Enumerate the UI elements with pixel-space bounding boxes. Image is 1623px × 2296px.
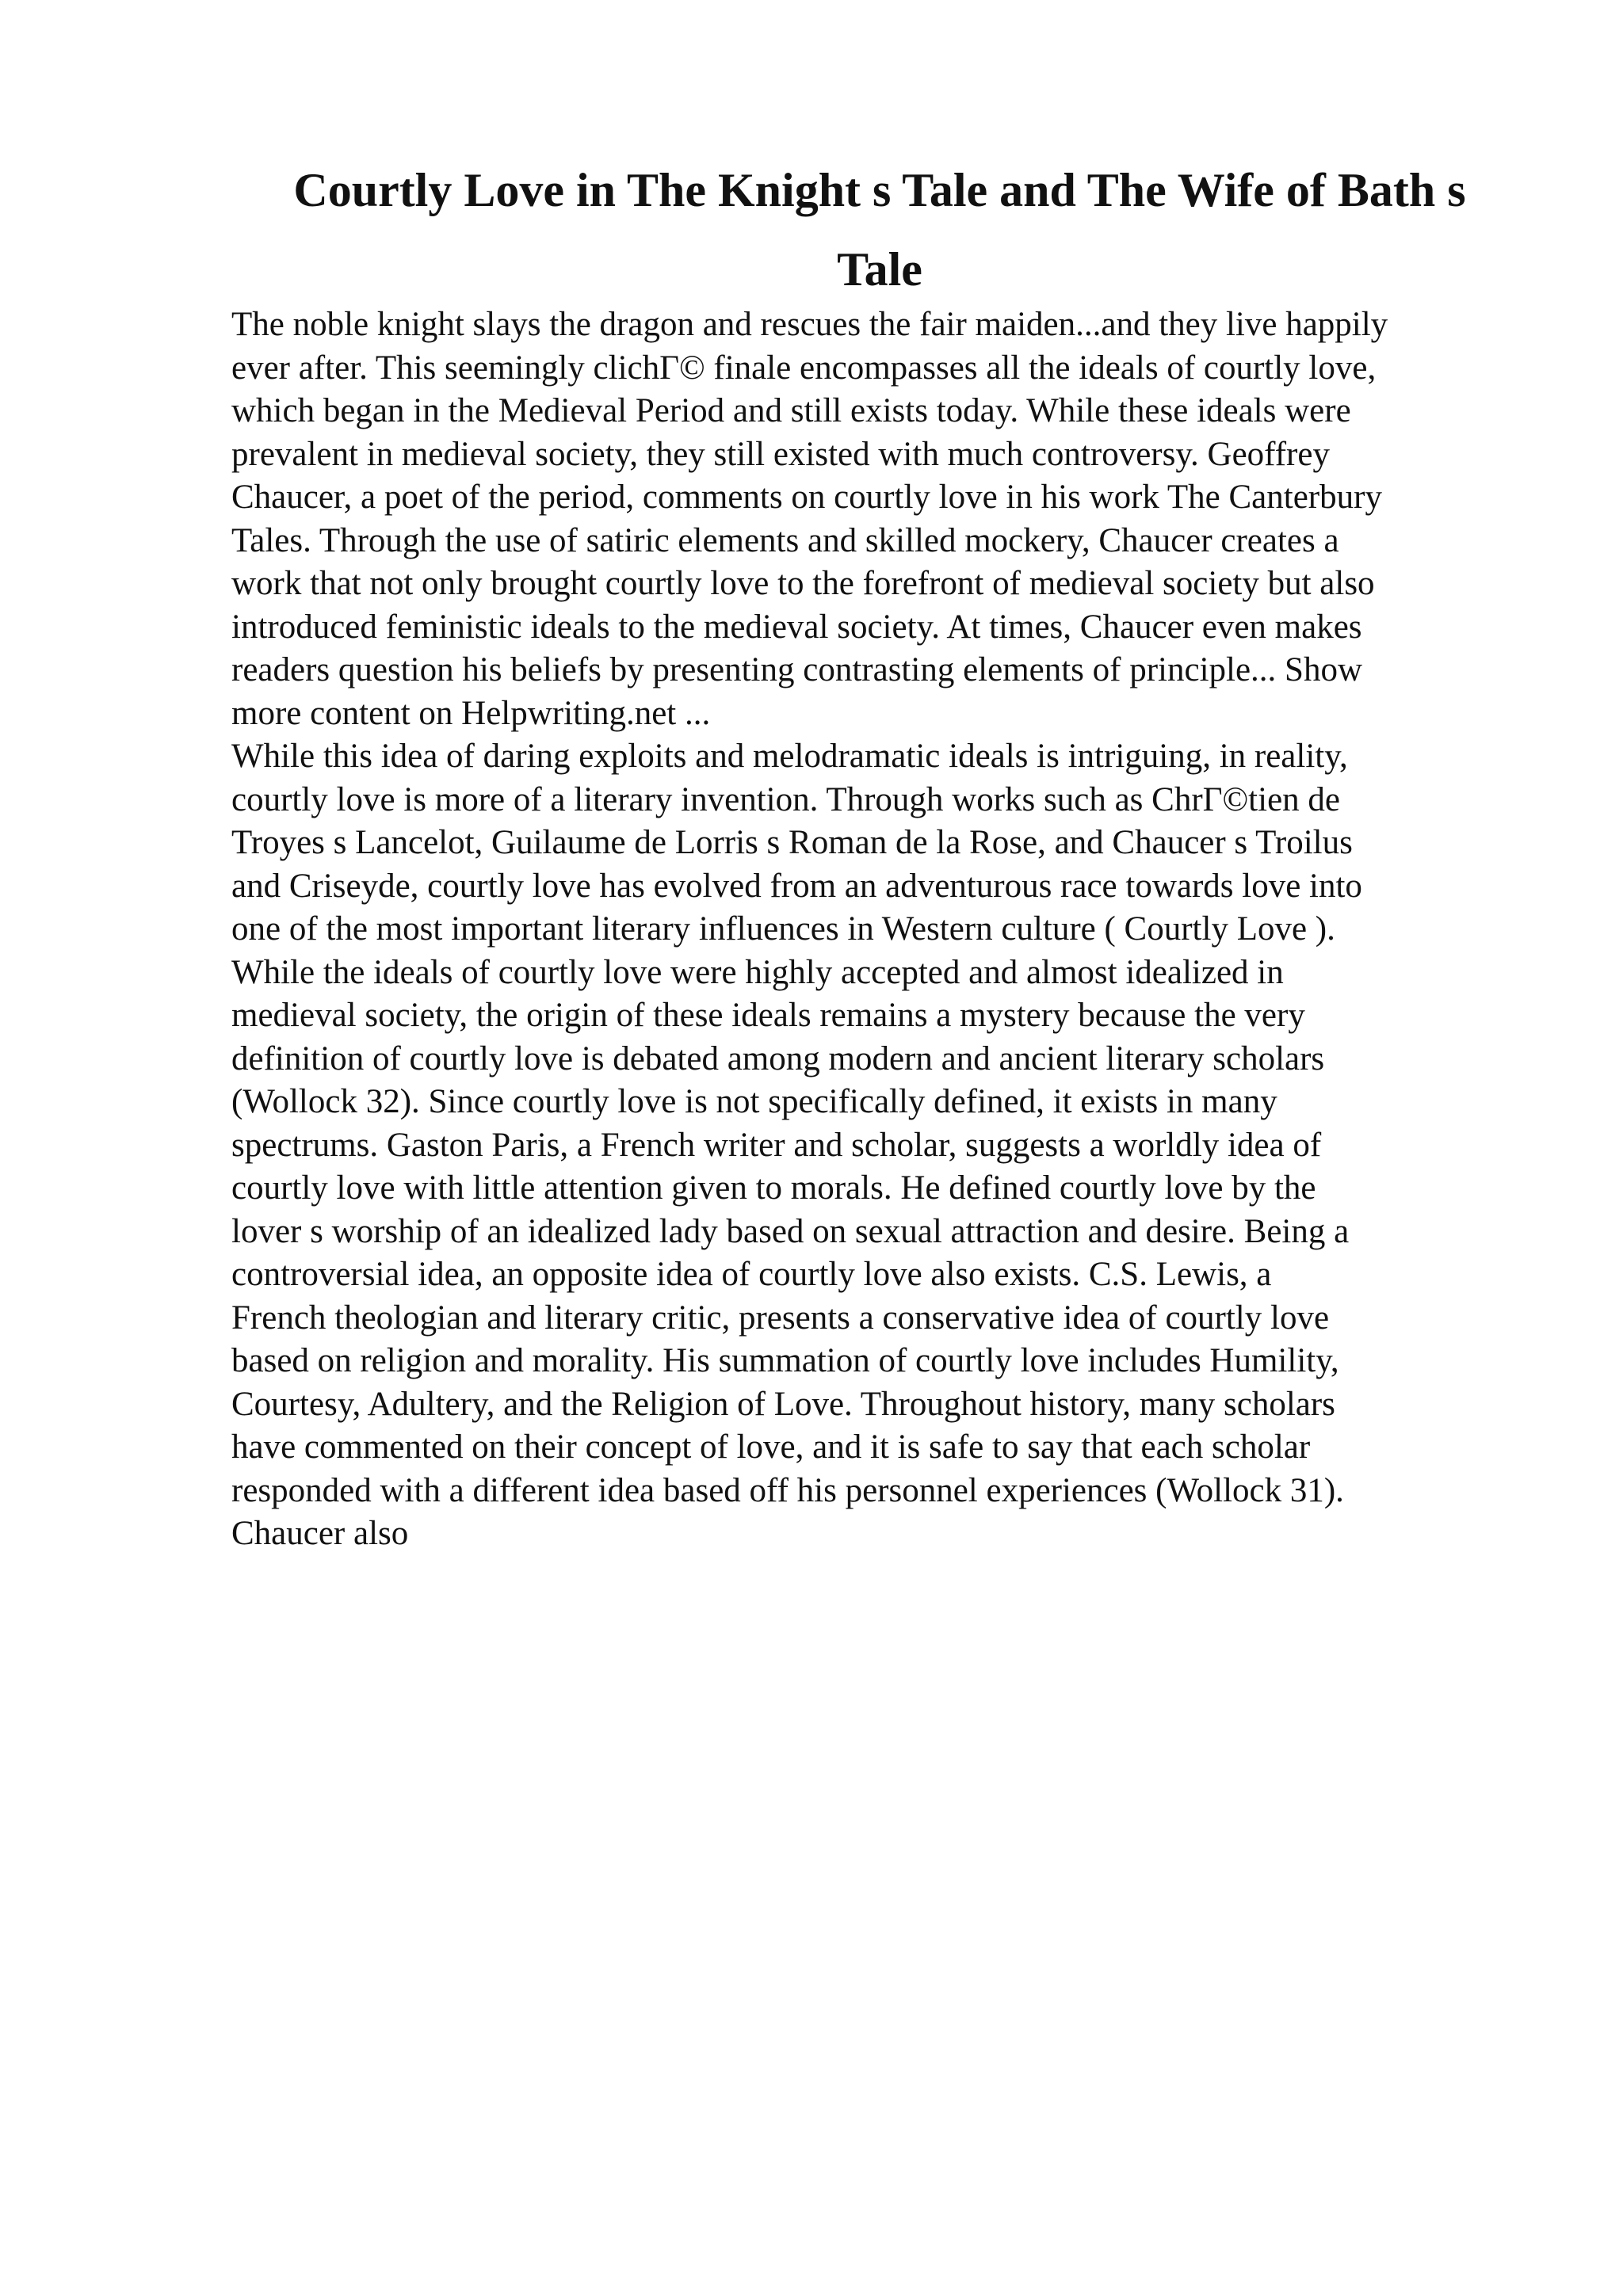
- text-line: courtly love is more of a literary invention. Through works such as ChrГ©tien de: [231, 780, 1340, 818]
- text-line: introduced feministic ideals to the medieval society. At times, Chaucer even makes: [231, 608, 1362, 646]
- text-line: prevalent in medieval society, they still existed with much controversy. Geoffrey: [231, 435, 1330, 473]
- text-line: Chaucer, a poet of the period, comments on courtly love in his work The Canterbury: [231, 479, 1382, 516]
- text-line: French theologian and literary critic, presents a conservative idea of courtly love: [231, 1299, 1330, 1337]
- text-line: While the ideals of courtly love were highly accepted and almost idealized in: [231, 953, 1284, 991]
- text-line: lover s worship of an idealized lady based on sexual attraction and desire. Being a: [231, 1212, 1350, 1250]
- text-line: one of the most important literary influences in Western culture ( Courtly Love ).: [231, 910, 1335, 948]
- text-line: Troyes s Lancelot, Guilaume de Lorris s Roman de la Rose, and Chaucer s Troilus: [231, 824, 1353, 861]
- document-body: [231, 303, 1507, 1556]
- text-line: responded with a different idea based off his personnel experiences (Wollock 31).: [231, 1471, 1344, 1509]
- text-line: which began in the Medieval Period and still exists today. While these ideals were: [231, 392, 1351, 429]
- title-line: Courtly Love in The Knight s Tale and The Wife of Bath s: [293, 164, 1466, 216]
- text-line: medieval society, the origin of these ideals remains a mystery because the very: [231, 997, 1305, 1034]
- text-line: based on religion and morality. His summation of courtly love includes Humility,: [231, 1342, 1339, 1379]
- text-line: and Criseyde, courtly love has evolved from an adventurous race towards love into: [231, 867, 1362, 905]
- text-line: definition of courtly love is debated among modern and ancient literary scholars: [231, 1039, 1325, 1077]
- text-line: readers question his beliefs by presenting contrasting elements of principle... Show: [231, 651, 1363, 688]
- text-line: Chaucer also: [231, 1515, 409, 1552]
- text-line: have commented on their concept of love, and it is safe to say that each scholar: [231, 1428, 1311, 1466]
- text-line: The noble knight slays the dragon and rescues the fair maiden...and they live happily: [231, 306, 1388, 343]
- text-line: (Wollock 32). Since courtly love is not specifically defined, it exists in many: [231, 1083, 1277, 1120]
- text-line: more content on Helpwriting.net ...: [231, 694, 711, 732]
- text-line: ever after. This seemingly clichГ© finale encompasses all the ideals of courtly love,: [231, 349, 1377, 387]
- text-line: controversial idea, an opposite idea of courtly love also exists. C.S. Lewis, a: [231, 1256, 1272, 1293]
- document-title: [230, 151, 1529, 309]
- text-line: Tales. Through the use of satiric elements and skilled mockery, Chaucer creates a: [231, 521, 1339, 559]
- text-line: Courtesy, Adultery, and the Religion of Love. Throughout history, many scholars: [231, 1385, 1335, 1423]
- paragraph-1: [231, 303, 1507, 735]
- title-line: Tale: [837, 243, 922, 296]
- text-line: courtly love with little attention given to morals. He defined courtly love by the: [231, 1169, 1316, 1207]
- text-line: While this idea of daring exploits and melodramatic ideals is intriguing, in reality,: [231, 738, 1348, 775]
- text-line: work that not only brought courtly love to the forefront of medieval society but also: [231, 565, 1375, 602]
- paragraph-2: [231, 735, 1507, 1556]
- text-line: spectrums. Gaston Paris, a French writer and scholar, suggests a worldly idea of: [231, 1126, 1322, 1164]
